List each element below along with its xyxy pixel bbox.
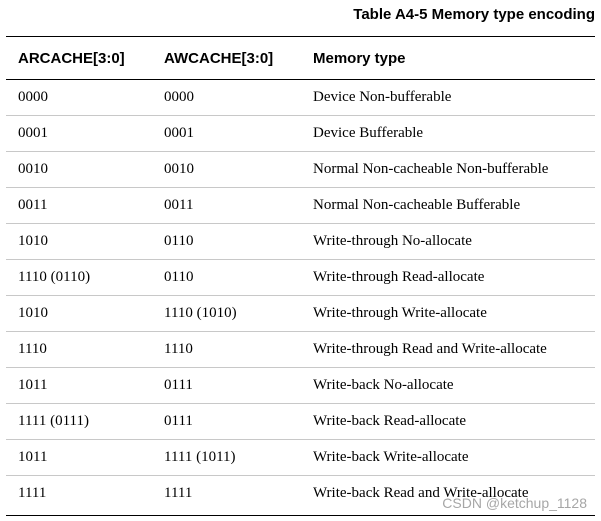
table-row (6, 152, 595, 188)
memory-type-cell: Device Non-bufferable (313, 89, 452, 105)
table-row (6, 224, 595, 260)
table-row (6, 440, 595, 476)
table-caption: Table A4-5 Memory type encoding (353, 6, 595, 23)
arcache-cell: 0011 (6, 188, 152, 224)
memory-type-cell: Write-through No-allocate (301, 224, 595, 260)
column-header-memory-type: Memory type (301, 37, 595, 80)
arcache-cell: 1011 (6, 440, 152, 476)
column-header-awcache: AWCACHE[3:0] (152, 37, 301, 80)
memory-type-encoding-table (6, 37, 595, 511)
header-row (6, 37, 595, 80)
memory-type-cell: Write-back No-allocate (301, 368, 595, 404)
memory-type-cell: Write-back Read-allocate (301, 404, 595, 440)
table-row (6, 80, 595, 116)
memory-type-cell: Write-through Read and Write-allocate (301, 332, 595, 368)
arcache-cell: 1010 (6, 296, 152, 332)
table-row (6, 116, 595, 152)
memory-type-cell: Write-through Write-allocate (301, 296, 595, 332)
arcache-cell: 1110 (0110) (6, 260, 152, 296)
memory-type-cell: Normal Non-cacheable Bufferable (301, 188, 595, 224)
table-bottom-rule (6, 515, 595, 516)
awcache-cell: 1111 (152, 476, 301, 512)
arcache-cell: 1111 (0111) (6, 404, 152, 440)
table-row (6, 404, 595, 440)
arcache-cell: 0000 (18, 89, 48, 105)
awcache-cell: 1111 (1011) (152, 440, 301, 476)
awcache-cell: 0110 (152, 260, 301, 296)
memory-type-cell: Normal Non-cacheable Non-bufferable (301, 152, 595, 188)
arcache-cell: 1011 (6, 368, 152, 404)
awcache-cell: 0000 (164, 89, 194, 105)
memory-type-cell: Write-through Read-allocate (301, 260, 595, 296)
awcache-cell: 0001 (152, 116, 301, 152)
awcache-cell: 0010 (152, 152, 301, 188)
awcache-cell: 1110 (1010) (152, 296, 301, 332)
memory-type-cell: Write-back Read and Write-allocate (301, 476, 595, 512)
arcache-cell: 0001 (6, 116, 152, 152)
awcache-cell: 0110 (152, 224, 301, 260)
arcache-cell: 1111 (6, 476, 152, 512)
arcache-cell: 1110 (6, 332, 152, 368)
awcache-cell: 1110 (152, 332, 301, 368)
arcache-cell: 1010 (6, 224, 152, 260)
memory-type-cell: Device Bufferable (301, 116, 595, 152)
table-row (6, 332, 595, 368)
arcache-cell: 0010 (6, 152, 152, 188)
table-body (6, 80, 595, 512)
memory-type-cell: Write-back Write-allocate (301, 440, 595, 476)
table-row (6, 188, 595, 224)
table-row (6, 296, 595, 332)
awcache-cell: 0111 (152, 368, 301, 404)
watermark: CSDN @ketchup_1128 (442, 495, 587, 511)
table-row (6, 368, 595, 404)
table-row (6, 260, 595, 296)
column-header-arcache: ARCACHE[3:0] (6, 37, 152, 80)
awcache-cell: 0011 (152, 188, 301, 224)
awcache-cell: 0111 (152, 404, 301, 440)
